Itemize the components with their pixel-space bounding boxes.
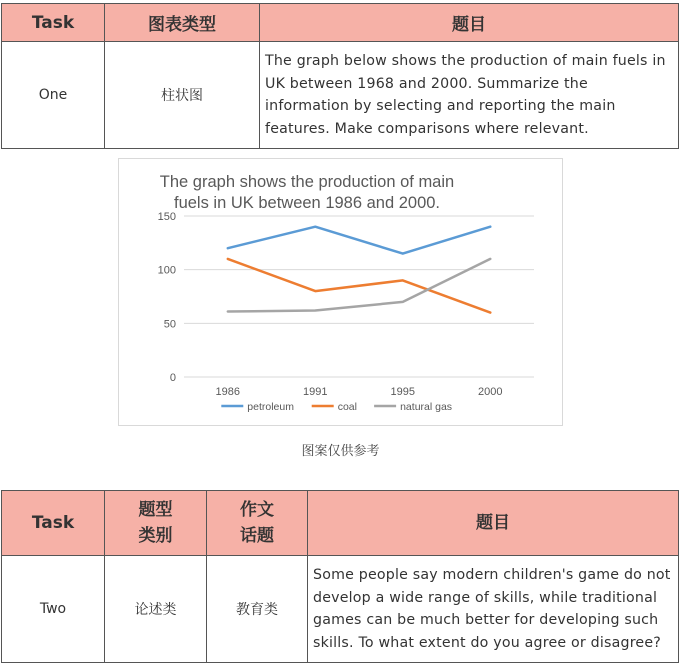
chart-type: 柱状图 <box>105 42 260 149</box>
image-caption: 图案仅供参考 <box>301 444 380 459</box>
series-line-coal <box>228 259 491 313</box>
header-essay-topic-line-1: 作文 <box>240 500 274 520</box>
header-essay-topic <box>207 491 308 556</box>
header-question: 题目 <box>308 491 679 556</box>
task-one-table <box>1 3 679 149</box>
legend-label: coal <box>337 401 357 413</box>
header-chart-type: 图表类型 <box>105 4 260 42</box>
task-two-table <box>1 490 679 663</box>
x-tick-label: 2000 <box>478 386 503 398</box>
y-tick-label: 50 <box>163 318 176 331</box>
chart-title-line-2: fuels in UK between 1986 and 2000. <box>173 194 441 212</box>
x-tick-label: 1986 <box>215 386 240 398</box>
header-question-type <box>105 491 207 556</box>
header-question-type-line-2: 类别 <box>138 526 173 546</box>
chart-title-line-1: The graph shows the production of main <box>159 173 455 191</box>
table-row <box>2 556 679 663</box>
table-header-row <box>2 4 679 42</box>
task-prompt: The graph below shows the production of main fuels in UK between 1968 and 2000. Summarize the information by selecting and reporting the main features. Make comparisons where relevant. <box>260 42 679 149</box>
y-tick-label: 0 <box>169 372 176 384</box>
question-type: 论述类 <box>105 556 207 663</box>
header-task: Task <box>2 4 105 42</box>
legend-label: natural gas <box>400 401 453 413</box>
x-tick-label: 1991 <box>303 386 328 398</box>
y-axis-ticks <box>158 211 176 384</box>
y-tick-label: 100 <box>157 264 176 277</box>
task-prompt: Some people say modern children's game do not develop a wide range of skills, while traditional games can be much better for developing such skills. To what extent do you agree or disagree? <box>308 556 679 663</box>
legend <box>221 401 452 413</box>
header-question: 题目 <box>260 4 679 42</box>
y-tick-label: 150 <box>157 211 176 223</box>
legend-label: petroleum <box>247 401 295 413</box>
line-chart <box>118 158 563 426</box>
essay-topic: 教育类 <box>207 556 308 663</box>
header-essay-topic-line-2: 话题 <box>240 526 274 546</box>
task-number: Two <box>2 556 105 663</box>
series-line-petroleum <box>228 227 491 254</box>
task-number: One <box>2 42 105 149</box>
header-task: Task <box>2 491 105 556</box>
header-question-type-line-1: 题型 <box>138 500 173 520</box>
table-row <box>2 42 679 149</box>
x-axis-ticks <box>216 386 503 398</box>
chart-svg <box>119 159 562 425</box>
x-tick-label: 1995 <box>390 386 415 398</box>
table-header-row <box>2 491 679 556</box>
